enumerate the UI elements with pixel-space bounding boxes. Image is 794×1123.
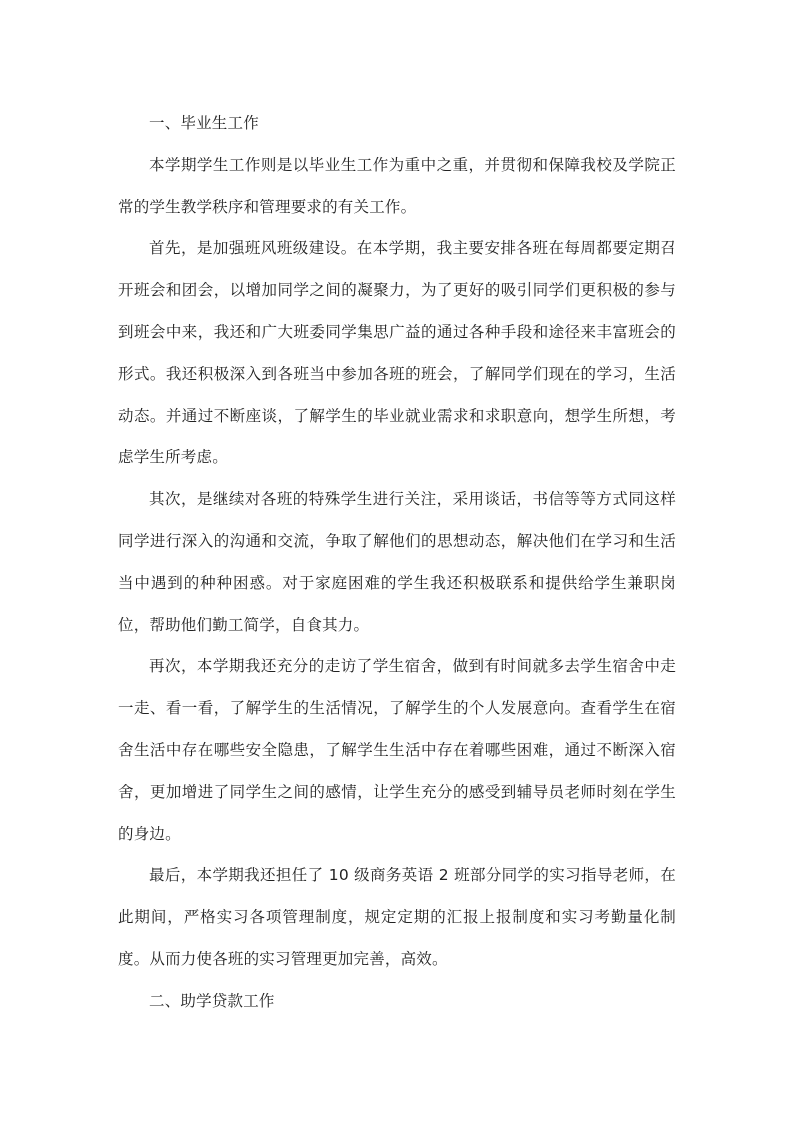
section-heading-graduates: 一、毕业生工作 <box>149 114 259 132</box>
paragraph-first: 首先，是加强班风班级建设。在本学期，我主要安排各班在每周都要定期召开班会和团会，以增加同学之间的凝聚力，为了更好的吸引同学们更积极的参与到班会中来，我还和广大班委同学集思广益的通过各种手段和途径来丰富班会的形式。我还积极深入到各班当中参加各班的班会，了解同学们现在的学习，生活动态。并通过不断座谈，了解学生的毕业就业需求和求职意向，想学生所想，考虑学生所考虑。 <box>118 239 676 467</box>
paragraph-third: 再次，本学期我还充分的走访了学生宿舍，做到有时间就多去学生宿舍中走一走、看一看，了解学生的生活情况，了解学生的个人发展意向。查看学生在宿舍生活中存在哪些安全隐患，了解学生生活中存在着哪些困难，通过不断深入宿舍，更加增进了同学生之间的感情，让学生充分的感受到辅导员老师时刻在学生的身边。 <box>118 657 676 843</box>
document-body <box>118 103 676 1023</box>
paragraph-second: 其次，是继续对各班的特殊学生进行关注，采用谈话，书信等等方式同这样同学进行深入的沟通和交流，争取了解他们的思想动态，解决他们在学习和生活当中遇到的种种困惑。对于家庭困难的学生我还积极联系和提供给学生兼职岗位，帮助他们勤工简学，自食其力。 <box>118 490 676 634</box>
paragraph-intro: 本学期学生工作则是以毕业生工作为重中之重，并贯彻和保障我校及学院正常的学生教学秩序和管理要求的有关工作。 <box>118 155 676 216</box>
paragraph-last: 最后，本学期我还担任了 10 级商务英语 2 班部分同学的实习指导老师，在此期间，严格实习各项管理制度，规定定期的汇报上报制度和实习考勤量化制度。从而力使各班的实习管理更加完善，高效。 <box>118 866 676 968</box>
section-heading-loans: 二、助学贷款工作 <box>149 991 275 1010</box>
